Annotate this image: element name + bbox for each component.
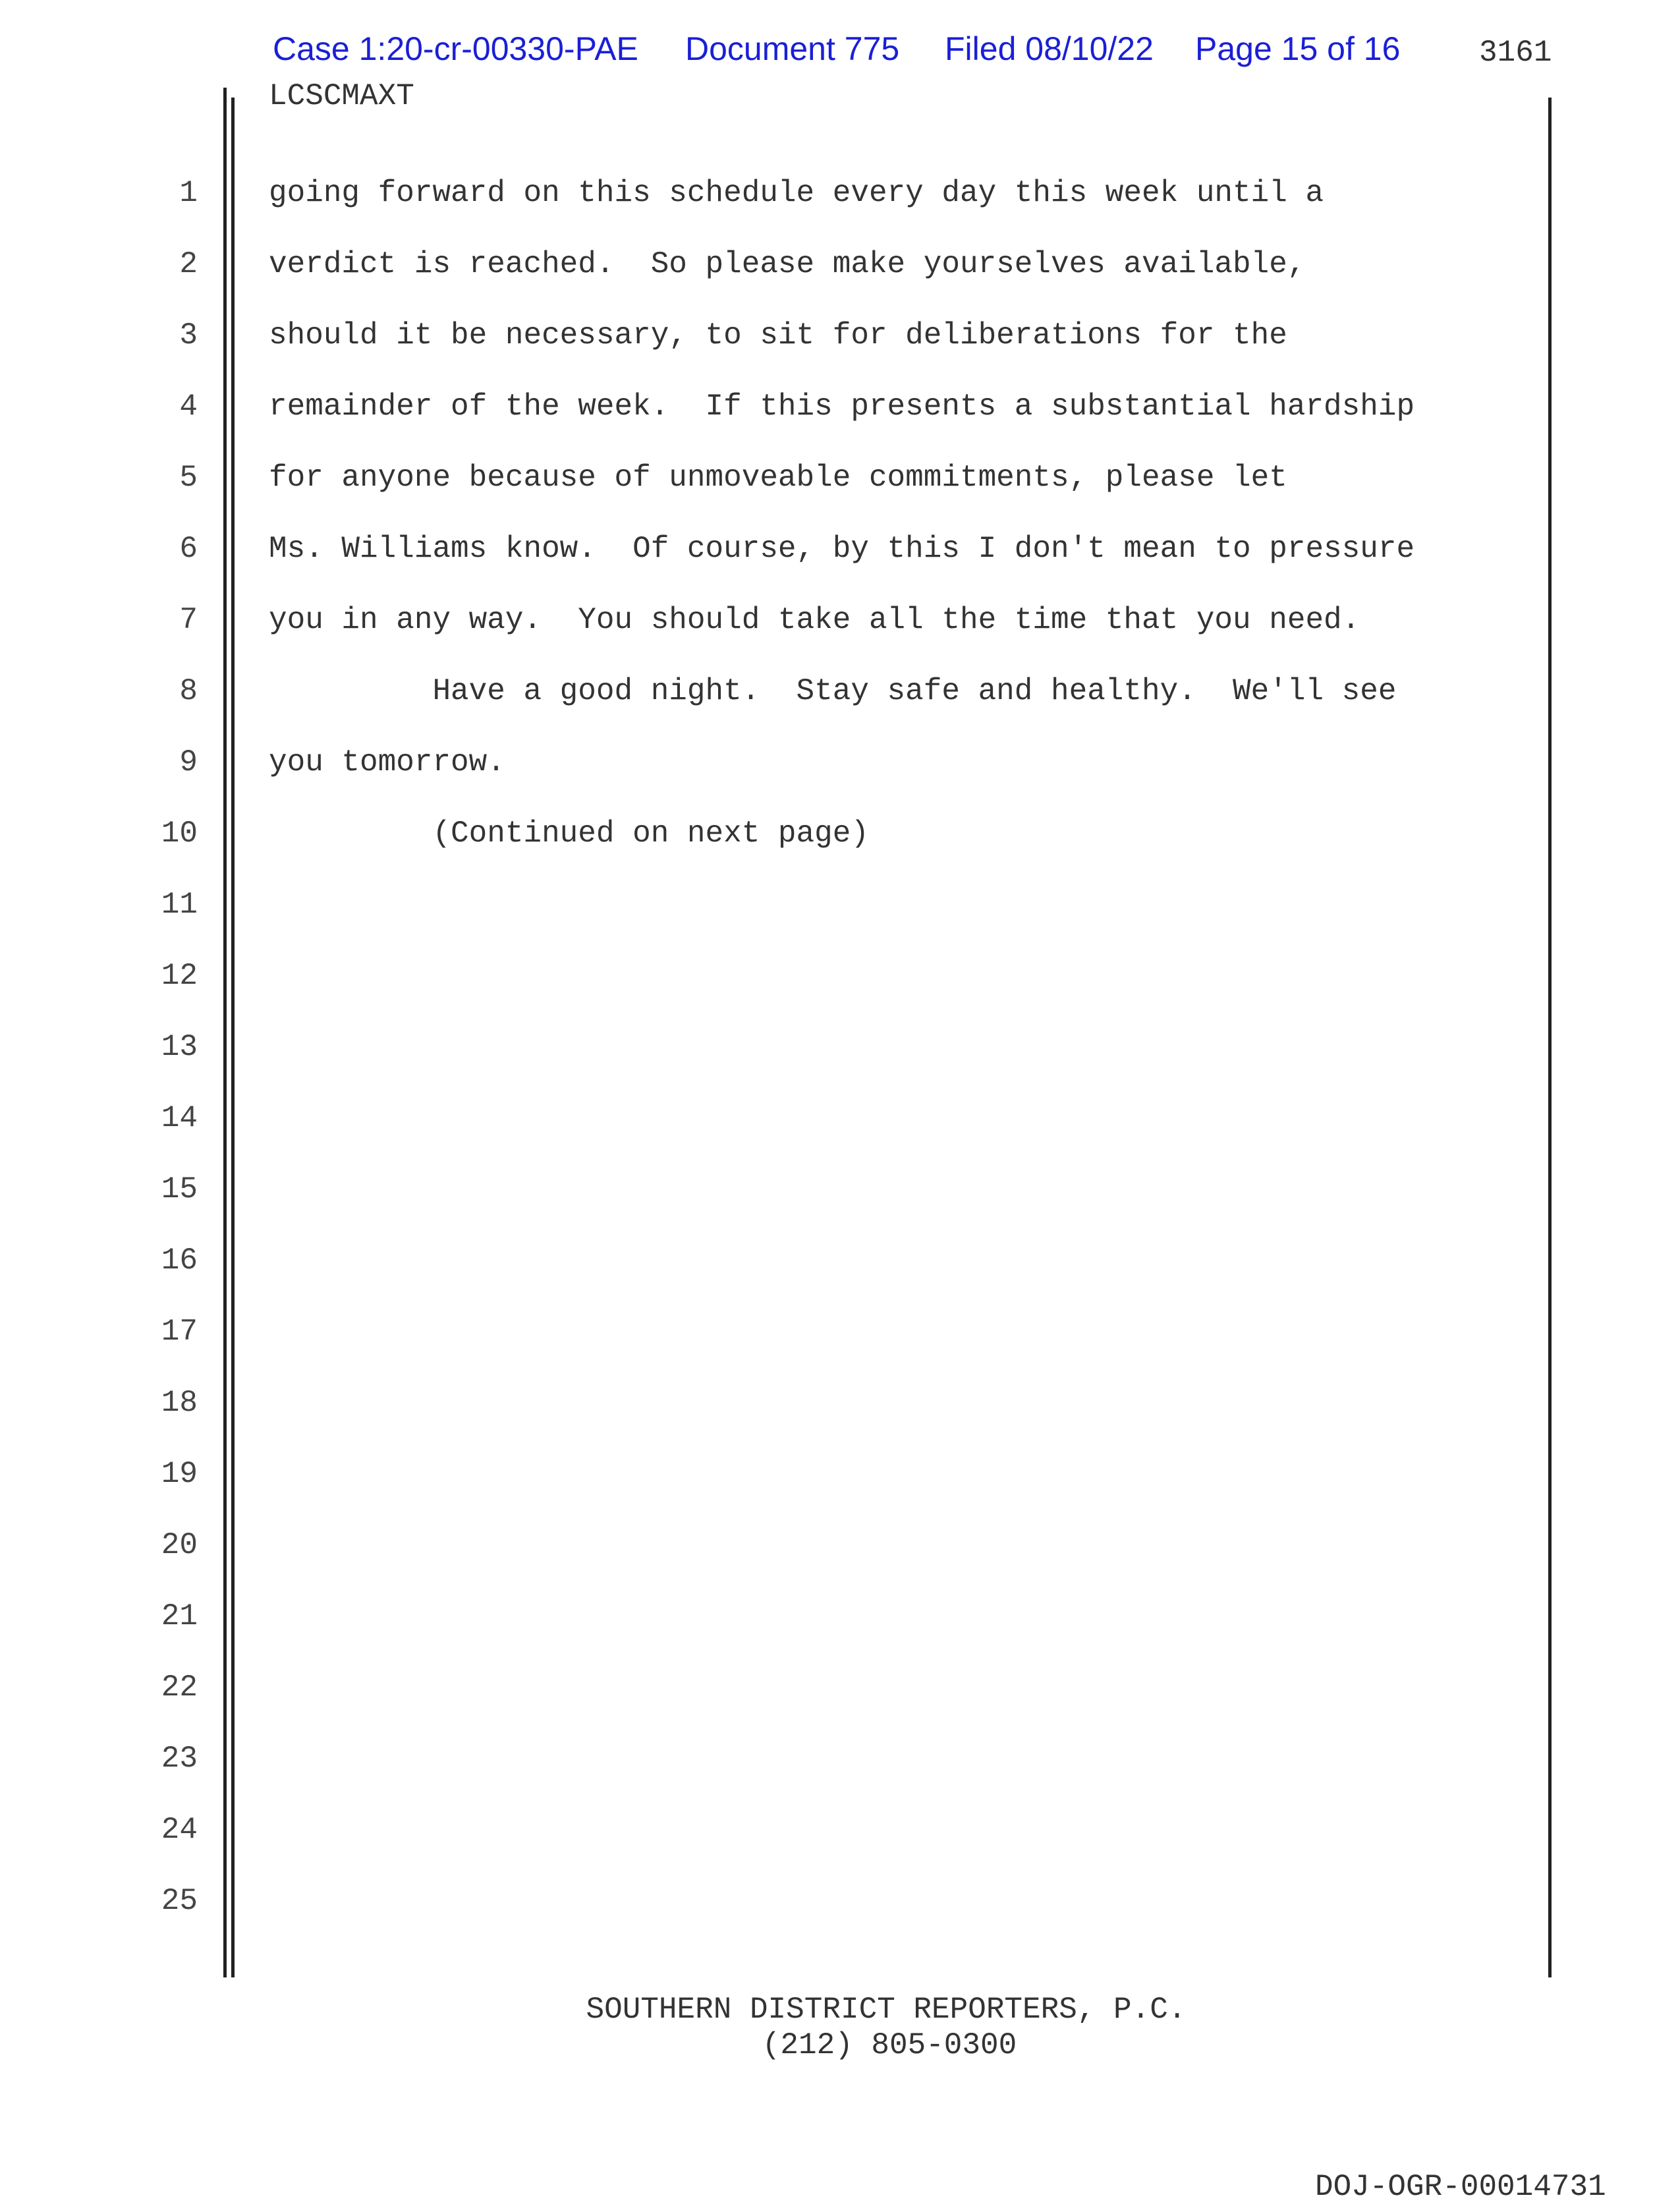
transcript-line: (Continued on next page): [269, 816, 869, 851]
line-number: 17: [161, 1315, 198, 1349]
line-number: 5: [179, 461, 198, 495]
line-number: 20: [161, 1528, 198, 1562]
document-number: Document 775: [685, 30, 900, 67]
line-number: 11: [161, 888, 198, 922]
filed-date: Filed 08/10/22: [945, 30, 1154, 67]
transcript-line: Have a good night. Stay safe and healthy. We'll see: [269, 674, 1397, 708]
transcript-line: should it be necessary, to sit for deliberations for the: [269, 318, 1287, 353]
bates-number: DOJ-OGR-00014731: [1315, 2170, 1606, 2204]
line-number: 14: [161, 1101, 198, 1135]
line-number: 13: [161, 1030, 198, 1064]
transcript-code: LCSCMAXT: [269, 79, 414, 113]
transcript-line: remainder of the week. If this presents a substantial hardship: [269, 389, 1415, 424]
line-number: 21: [161, 1599, 198, 1633]
line-number: 8: [179, 674, 198, 708]
transcript-line: [269, 1237, 1554, 1309]
line-number: 9: [179, 745, 198, 780]
line-number: 7: [179, 603, 198, 637]
line-number: 2: [179, 247, 198, 281]
transcript-line: [269, 1024, 1554, 1095]
transcript-line: [269, 882, 1554, 953]
transcript-line: [269, 1593, 1554, 1664]
line-number: 18: [161, 1386, 198, 1420]
transcript-line: going forward on this schedule every day this week until a: [269, 176, 1324, 210]
line-number: 15: [161, 1172, 198, 1206]
transcript-line: for anyone because of unmoveable commitments, please let: [269, 461, 1287, 495]
transcript-body: [269, 170, 1554, 1949]
transcript-line: [269, 1380, 1554, 1451]
line-number: 24: [161, 1813, 198, 1847]
transcript-line: verdict is reached. So please make yourselves available,: [269, 247, 1306, 281]
transcript-line: you in any way. You should take all the time that you need.: [269, 603, 1360, 637]
transcript-line: [269, 1664, 1554, 1736]
reporter-name: SOUTHERN DISTRICT REPORTERS, P.C.: [586, 1993, 1187, 2027]
reporter-phone: (212) 805-0300: [762, 2028, 1017, 2062]
transcript-line: [269, 1166, 1554, 1237]
line-number: 22: [161, 1670, 198, 1705]
transcript-line: [269, 1878, 1554, 1949]
transcript-line: [269, 953, 1554, 1024]
line-number: 23: [161, 1742, 198, 1776]
transcript-line: [269, 1451, 1554, 1522]
line-number: 25: [161, 1884, 198, 1918]
left-margin-rule-outer: [223, 88, 227, 1977]
transcript-line: [269, 1522, 1554, 1593]
line-number-column: [132, 170, 198, 1949]
line-number: 1: [179, 176, 198, 210]
line-number: 6: [179, 532, 198, 566]
left-margin-rule-inner: [231, 98, 235, 1977]
transcript-line: [269, 1736, 1554, 1807]
line-number: 3: [179, 318, 198, 353]
line-number: 19: [161, 1457, 198, 1491]
transcript-line: [269, 1095, 1554, 1166]
transcript-page-number: 3161: [1479, 36, 1552, 70]
line-number: 16: [161, 1243, 198, 1278]
transcript-line: [269, 1309, 1554, 1380]
case-number: Case 1:20-cr-00330-PAE: [273, 30, 638, 67]
line-number: 10: [161, 816, 198, 851]
page-of-total: Page 15 of 16: [1195, 30, 1401, 67]
line-number: 12: [161, 959, 198, 993]
transcript-line: you tomorrow.: [269, 745, 505, 780]
line-number: 4: [179, 389, 198, 424]
transcript-line: [269, 1807, 1554, 1878]
transcript-line: Ms. Williams know. Of course, by this I don't mean to pressure: [269, 532, 1415, 566]
